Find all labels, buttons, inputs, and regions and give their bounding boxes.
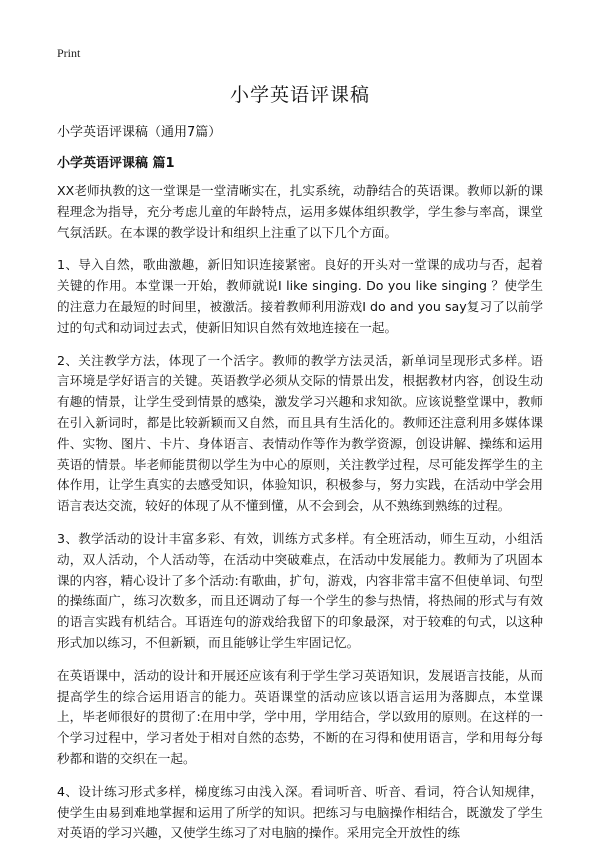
paragraph-point-2: 2、关注教学方法，体现了一个活字。教师的教学方法灵活，新单词呈现形式多样。语言环境是学好语言的关键。英语教学必须从交际的情景出发，根据教材内容，创设生动有趣的情景，让学生受到情景的感染，激发学习兴趣和求知欲。应该说整堂课中，教师在引入新词时，都是比较新颖而又自然，而且具有生活化的。教师还注意利用多媒体课件、实物、图片、卡片、身体语言、表情动作等作为教学资源，创设讲解、操练和运用英语的情景。毕老师能贯彻以学生为中心的原则，关注教学过程，尽可能发挥学生的主体作用，让学生真实的去感受知识，体验知识，积极参与，努力实践，在活动中学会用语言表达交流，较好的体现了从不懂到懂，从不会到会，从不熟练到熟练的过程。 <box>57 352 543 514</box>
page-title: 小学英语评课稿 <box>229 84 370 106</box>
paragraph-point-3: 3、教学活动的设计丰富多彩、有效，训练方式多样。有全班活动，师生互动，小组活动，双人活动，个人活动等，在活动中突破难点，在活动中发展能力。教师为了巩固本课的内容，精心设计了多个活动:有歌曲，扩句，游戏，内容非常丰富不但使单词、句型的操练面广，练习次数多，而且还调动了每一个学生的参与热情，将热闹的形式与有效的语言实践有机结合。耳语连句的游戏给我留下的印象最深，对于较难的句式，以这种形式加以练习，不但新颖，而且能够让学生牢固记忆。 <box>57 530 543 650</box>
paragraph-point-4: 4、设计练习形式多样，梯度练习由浅入深。看词听音、听音、看词，符合认知规律，使学生由易到难地掌握和运用了所学的知识。把练习与电脑操作相结合，既激发了学生对英语的学习兴趣，又使学生练习了对电脑的操作。采用完全开放性的练 <box>57 783 543 841</box>
paragraph-intro: XX老师执教的这一堂课是一堂清晰实在，扎实系统，动静结合的英语课。教师以新的课程理念为指导，充分考虑儿童的年龄特点，运用多媒体组织教学，学生参与率高，课堂气氛活跃。在本课的教学设计和组织上注重了以下几个方面。 <box>57 183 543 240</box>
paragraph-activity-design: 在英语课中，活动的设计和开展还应该有利于学生学习英语知识，发展语言技能，从而提高学生的综合运用语言的能力。英语课堂的活动应该以语言运用为落脚点，本堂课上，毕老师很好的贯彻了:在用中学，学中用，学用结合，学以致用的原则。在这样的一个学习过程中，学习者处于相对自然的态势，不断的在习得和使用语言，学和用每分每秒都和谐的交织在一起。 <box>57 667 543 766</box>
paragraph-point-1: 1、导入自然，歌曲激趣，新旧知识连接紧密。良好的开头对一堂课的成功与否，起着关键的作用。本堂课一开始，教师就说I like singing. Do you like singing ？使学生的注意力在最短的时间里，被激活。接着教师利用游戏I do and you say复习了以前学过的句式和动词过去式，使新旧知识自然有效地连接在一起。 <box>57 257 543 335</box>
document-subtitle: 小学英语评课稿（通用7篇） <box>57 125 222 140</box>
print-link[interactable]: Print <box>57 46 81 60</box>
article-body <box>57 181 543 856</box>
section-heading: 小学英语评课稿 篇1 <box>57 156 175 171</box>
